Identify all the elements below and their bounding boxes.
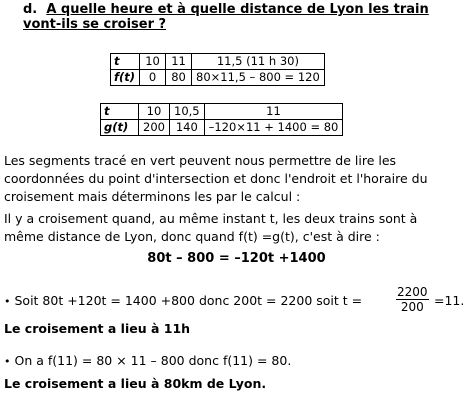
- table-row: [111, 54, 325, 70]
- paragraph-line: croisement mais déterminons les par le calcul :: [4, 189, 301, 204]
- fraction: [396, 285, 429, 314]
- table-cell: 0: [140, 70, 166, 86]
- paragraph-segments: [4, 152, 428, 206]
- table-row: [111, 70, 325, 86]
- question-text-line2: vont-ils se croiser ?: [23, 17, 167, 32]
- fraction-denominator: 200: [400, 300, 424, 314]
- paragraph-line: Il y a croisement quand, au même instant t, les deux trains sont à: [4, 211, 418, 226]
- table-cell: 10: [140, 54, 166, 70]
- table-cell: g(t): [101, 120, 139, 136]
- distance-line: [4, 352, 291, 371]
- bullet-icon: •: [4, 355, 11, 368]
- table-cell: 11: [166, 54, 192, 70]
- paragraph-line: Les segments tracé en vert peuvent nous permettre de lire les: [4, 153, 397, 168]
- table-cell: 80×11,5 – 800 = 120: [192, 70, 325, 86]
- table-cell: 11,5 (11 h 30): [192, 54, 325, 70]
- paragraph-condition: [4, 210, 417, 246]
- table-cell: –120×11 + 1400 = 80: [204, 120, 343, 136]
- question-text-line1: A quelle heure et à quelle distance de Lyon les train: [46, 2, 429, 17]
- fraction-numerator: 2200: [397, 285, 428, 299]
- table-cell: 10: [139, 104, 170, 120]
- main-equation: 80t – 800 = –120t +1400: [147, 251, 326, 266]
- table-cell: 80: [166, 70, 192, 86]
- table-cell: 140: [170, 120, 205, 136]
- table-row: [101, 120, 343, 136]
- solve-line: [4, 292, 362, 311]
- paragraph-line: coordonnées du point d'intersection et donc l'endroit et l'horaire du: [4, 171, 428, 186]
- conclusion-distance: Le croisement a lieu à 80km de Lyon.: [4, 376, 267, 391]
- table-cell: 11: [204, 104, 343, 120]
- conclusion-time: Le croisement a lieu à 11h: [4, 321, 191, 336]
- table-cell: 10,5: [170, 104, 205, 120]
- table-cell: f(t): [111, 70, 140, 86]
- question-title: [23, 2, 429, 32]
- table-f: [110, 53, 325, 86]
- table-cell: t: [111, 54, 140, 70]
- paragraph-line: même distance de Lyon, donc quand f(t) =g(t), c'est à dire :: [4, 229, 380, 244]
- table-g: [100, 103, 343, 136]
- table-row: [101, 104, 343, 120]
- table-cell: 200: [139, 120, 170, 136]
- solve-text: Soit 80t +120t = 1400 +800 donc 200t = 2200 soit t =: [14, 293, 363, 308]
- bullet-icon: •: [4, 295, 11, 308]
- solve-result: =11.: [434, 293, 465, 308]
- table-cell: t: [101, 104, 139, 120]
- distance-text: On a f(11) = 80 × 11 – 800 donc f(11) = 80.: [14, 353, 292, 368]
- question-label: d.: [23, 2, 38, 17]
